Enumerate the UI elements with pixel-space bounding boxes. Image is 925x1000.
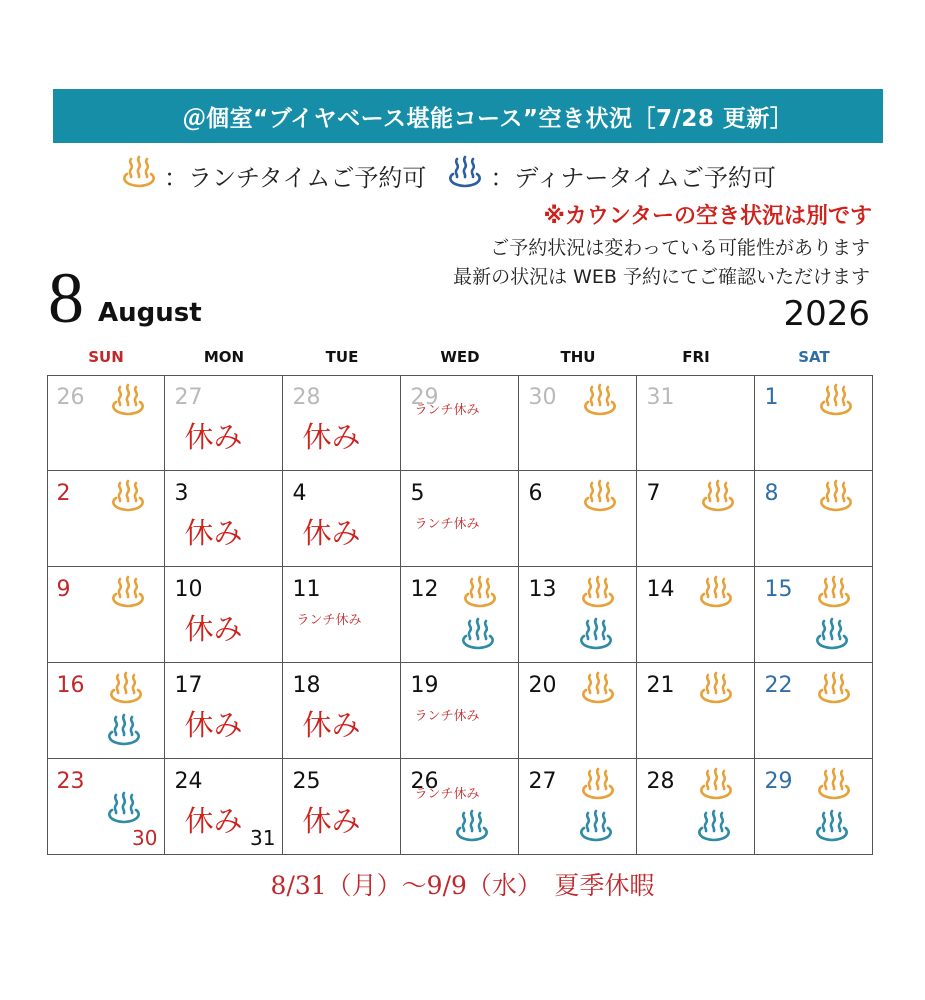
- calendar-day-cell[interactable]: [47, 663, 165, 759]
- calendar-day-cell[interactable]: [165, 663, 283, 759]
- calendar-day-cell[interactable]: [401, 471, 519, 567]
- onsen-teal-icon: [577, 809, 615, 847]
- onsen-teal-icon: [813, 809, 851, 847]
- extra-day-number: 30: [132, 825, 158, 850]
- status-note-1: ご予約状況は変わっている可能性があります: [490, 237, 870, 259]
- calendar-day-cell[interactable]: [755, 471, 873, 567]
- day-number: 19: [410, 672, 439, 698]
- legend: [120, 155, 776, 195]
- weekday-mon: MON: [203, 348, 245, 366]
- day-number: 28: [646, 768, 675, 794]
- year: 2026: [783, 294, 870, 334]
- calendar-day-cell[interactable]: [519, 471, 637, 567]
- onsen-orange-icon: [579, 671, 617, 709]
- onsen-teal-icon: [813, 617, 851, 655]
- calendar-day-cell[interactable]: [637, 567, 755, 663]
- onsen-teal-icon: [453, 809, 491, 847]
- closed-label: 休み: [184, 419, 243, 454]
- day-number: 30: [528, 384, 557, 410]
- calendar-day-cell[interactable]: [165, 759, 283, 855]
- weekday-fri: FRI: [682, 348, 710, 366]
- onsen-orange-icon: [579, 575, 617, 613]
- weekday-sun: SUN: [88, 348, 124, 366]
- day-number: 3: [174, 480, 189, 506]
- day-number: 17: [174, 672, 203, 698]
- day-number: 10: [174, 576, 203, 602]
- calendar-day-cell[interactable]: [47, 375, 165, 471]
- lunch-closed-label: ランチ休み: [414, 516, 480, 532]
- day-number: 21: [646, 672, 675, 698]
- weekday-tue: TUE: [325, 348, 359, 366]
- onsen-orange-icon: [120, 155, 164, 195]
- weekday-sat: SAT: [798, 348, 830, 366]
- onsen-orange-icon: [817, 383, 855, 421]
- closed-label: 休み: [302, 419, 361, 454]
- closed-label: 休み: [302, 515, 361, 550]
- legend-dinner-label: ：ディナータイムご予約可: [490, 163, 776, 192]
- day-number: 25: [292, 768, 321, 794]
- day-number: 6: [528, 480, 543, 506]
- calendar-day-cell[interactable]: [283, 375, 401, 471]
- onsen-teal-icon: [695, 809, 733, 847]
- onsen-orange-icon: [461, 575, 499, 613]
- month-name: August: [98, 298, 202, 328]
- onsen-teal-icon: [105, 713, 143, 751]
- calendar-day-cell[interactable]: [283, 759, 401, 855]
- calendar-day-cell[interactable]: [165, 567, 283, 663]
- calendar-day-cell[interactable]: [755, 567, 873, 663]
- calendar-day-cell[interactable]: [165, 375, 283, 471]
- onsen-orange-icon: [109, 383, 147, 421]
- day-number: 18: [292, 672, 321, 698]
- day-number: 11: [292, 576, 321, 602]
- lunch-closed-label: ランチ休み: [414, 402, 480, 418]
- calendar-day-cell[interactable]: [283, 567, 401, 663]
- onsen-teal-icon: [446, 155, 490, 195]
- day-number: 26: [410, 768, 439, 794]
- calendar-day-cell[interactable]: [637, 375, 755, 471]
- onsen-orange-icon: [817, 479, 855, 517]
- calendar-day-cell[interactable]: [519, 567, 637, 663]
- closed-label: 休み: [302, 803, 361, 838]
- onsen-orange-icon: [697, 671, 735, 709]
- counter-note: ※カウンターの空き状況は別です: [543, 204, 872, 229]
- onsen-orange-icon: [697, 767, 735, 805]
- onsen-teal-icon: [105, 791, 143, 829]
- day-number: 29: [764, 768, 793, 794]
- onsen-orange-icon: [697, 575, 735, 613]
- day-number: 12: [410, 576, 439, 602]
- calendar-day-cell[interactable]: [165, 471, 283, 567]
- calendar-day-cell[interactable]: [401, 663, 519, 759]
- calendar-day-cell[interactable]: [755, 375, 873, 471]
- calendar-grid: [47, 375, 872, 854]
- calendar-day-cell[interactable]: [283, 663, 401, 759]
- day-number: 5: [410, 480, 425, 506]
- lunch-closed-label: ランチ休み: [296, 612, 362, 628]
- lunch-closed-label: ランチ休み: [414, 786, 480, 802]
- legend-lunch-label: ：ランチタイムご予約可: [164, 163, 427, 192]
- day-number: 22: [764, 672, 793, 698]
- day-number: 24: [174, 768, 203, 794]
- day-number: 31: [646, 384, 675, 410]
- calendar-day-cell[interactable]: [519, 663, 637, 759]
- day-number: 20: [528, 672, 557, 698]
- calendar-day-cell[interactable]: [519, 375, 637, 471]
- onsen-teal-icon: [459, 617, 497, 655]
- extra-day-number: 31: [250, 825, 276, 850]
- day-number: 16: [56, 672, 85, 698]
- day-number: 14: [646, 576, 675, 602]
- calendar-day-cell[interactable]: [401, 375, 519, 471]
- onsen-teal-icon: [577, 617, 615, 655]
- onsen-orange-icon: [109, 575, 147, 613]
- onsen-orange-icon: [815, 575, 853, 613]
- month-number: 8: [48, 258, 84, 338]
- calendar-day-cell[interactable]: [47, 759, 165, 855]
- closed-label: 休み: [184, 707, 243, 742]
- summer-holiday-note: 8/31（月）～9/9（水） 夏季休暇: [270, 871, 655, 900]
- onsen-orange-icon: [699, 479, 737, 517]
- day-number: 27: [174, 384, 203, 410]
- calendar-day-cell[interactable]: [401, 759, 519, 855]
- day-number: 9: [56, 576, 71, 602]
- calendar-day-cell[interactable]: [637, 663, 755, 759]
- onsen-orange-icon: [109, 479, 147, 517]
- status-note-2: 最新の状況は WEB 予約にてご確認いただけます: [453, 266, 870, 288]
- calendar-day-cell[interactable]: [283, 471, 401, 567]
- day-number: 28: [292, 384, 321, 410]
- day-number: 8: [764, 480, 779, 506]
- day-number: 13: [528, 576, 557, 602]
- day-number: 15: [764, 576, 793, 602]
- weekday-thu: THU: [560, 348, 596, 366]
- calendar-day-cell[interactable]: [519, 759, 637, 855]
- closed-label: 休み: [184, 803, 243, 838]
- day-number: 1: [764, 384, 779, 410]
- day-number: 4: [292, 480, 307, 506]
- closed-label: 休み: [184, 515, 243, 550]
- lunch-closed-label: ランチ休み: [414, 708, 480, 724]
- calendar-day-cell[interactable]: [401, 567, 519, 663]
- weekday-wed: WED: [440, 348, 480, 366]
- calendar-day-cell[interactable]: [47, 567, 165, 663]
- day-number: 2: [56, 480, 71, 506]
- day-number: 29: [410, 384, 439, 410]
- onsen-orange-icon: [107, 671, 145, 709]
- day-number: 7: [646, 480, 661, 506]
- closed-label: 休み: [302, 707, 361, 742]
- day-number: 23: [56, 768, 85, 794]
- banner-title: ＠個室“ブイヤベース堪能コース”空き状況［7/28 更新］: [182, 105, 794, 132]
- onsen-orange-icon: [815, 671, 853, 709]
- calendar-day-cell[interactable]: [755, 663, 873, 759]
- closed-label: 休み: [184, 611, 243, 646]
- header-banner: [53, 89, 883, 143]
- onsen-orange-icon: [581, 479, 619, 517]
- calendar-day-cell[interactable]: [755, 759, 873, 855]
- calendar-day-cell[interactable]: [47, 471, 165, 567]
- calendar-day-cell[interactable]: [637, 471, 755, 567]
- onsen-orange-icon: [581, 383, 619, 421]
- day-number: 27: [528, 768, 557, 794]
- calendar-day-cell[interactable]: [637, 759, 755, 855]
- onsen-orange-icon: [579, 767, 617, 805]
- onsen-orange-icon: [815, 767, 853, 805]
- day-number: 26: [56, 384, 85, 410]
